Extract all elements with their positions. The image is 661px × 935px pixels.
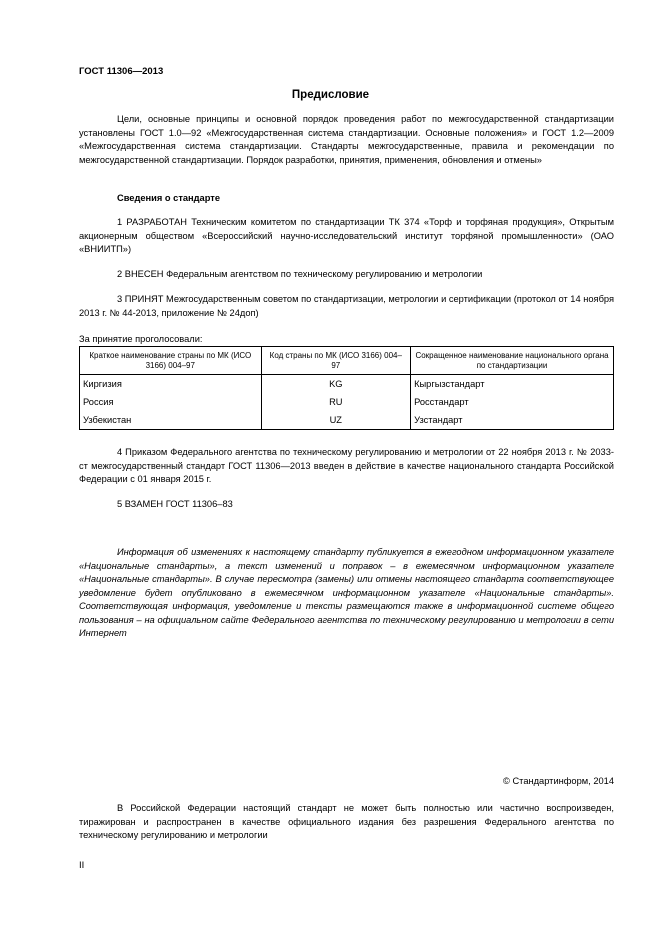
table-caption: За принятие проголосовали:: [79, 334, 203, 344]
cell-body: Узстандарт: [411, 411, 614, 430]
table-row: [80, 375, 614, 394]
table-header-row: [80, 347, 614, 375]
item-replaces: 5 ВЗАМЕН ГОСТ 11306–83: [117, 499, 233, 509]
cell-body: Росстандарт: [411, 393, 614, 411]
cell-country: Киргизия: [80, 375, 262, 394]
cell-country: Узбекистан: [80, 411, 262, 430]
page-title: Предисловие: [291, 89, 370, 101]
cell-code: KG: [261, 375, 411, 394]
changes-notice: Информация об изменениях к настоящему стандарту публикуется в ежегодном информационном указателе «Национальные стандарты», а текст изменений и поправок – в ежемесячном информационном указателе «Национальные стандарты». В случае пересмотра (замены) или отмены настоящего стандарта соответствующее уведомление будет опубликовано в ежемесячном информационном указателе «Национальные стандарты». Соответствующая информация, уведомление и тексты размещаются также в информационной системе общего пользования – на официальном сайте Федерального агентства по техническому регулированию и метрологии в сети Интернет: [79, 547, 614, 638]
table-row: [80, 411, 614, 430]
voting-table: [79, 346, 614, 430]
cell-code: UZ: [261, 411, 411, 430]
legal-notice: В Российской Федерации настоящий стандарт не может быть полностью или частично воспроизведен, тиражирован и распространен в качестве официального издания без разрешения Федерального агентства по техническому регулированию и метрологии: [79, 803, 614, 840]
table-row: [80, 393, 614, 411]
item-adopted: 3 ПРИНЯТ Межгосударственным советом по стандартизации, метрологии и сертификации (протокол от 14 ноября 2013 г. № 44-2013, приложение № 24доп): [79, 294, 614, 318]
document-id: ГОСТ 11306—2013: [79, 66, 164, 77]
header-code: Код страны по МК (ИСО 3166) 004–97: [261, 347, 411, 375]
cell-country: Россия: [80, 393, 262, 411]
page-number: II: [79, 860, 85, 871]
intro-paragraph: Цели, основные принципы и основной порядок проведения работ по межгосударственной стандартизации установлены ГОСТ 1.0—92 «Межгосударственная система стандартизации. Основные положения» и ГОСТ 1.2—2009 «Межгосударственная система стандартизации. Стандарты межгосударственные, правила и рекомендации по межгосударственной стандартизации. Порядок разработки, принятия, применения, обновления и отмены»: [79, 114, 614, 165]
item-developed: 1 РАЗРАБОТАН Техническим комитетом по стандартизации ТК 374 «Торф и торфяная продукция», Открытым акционерным обществом «Всероссийский научно-исследовательский институт торфяной промышленности» (ОАО «ВНИИТП»): [79, 217, 614, 254]
header-country: Краткое наименование страны по МК (ИСО 3166) 004–97: [80, 347, 262, 375]
item-enacted: 4 Приказом Федерального агентства по техническому регулированию и метрологии от 22 ноября 2013 г. № 2033-ст межгосударственный стандарт ГОСТ 11306—2013 введен в действие в качестве национального стандарта Российской Федерации с 01 января 2015 г.: [79, 447, 614, 484]
cell-body: Кыргызстандарт: [411, 375, 614, 394]
header-body: Сокращенное наименование национального органа по стандартизации: [411, 347, 614, 375]
section-heading: Сведения о стандарте: [117, 193, 221, 203]
copyright: © Стандартинформ, 2014: [503, 776, 614, 786]
item-submitted: 2 ВНЕСЕН Федеральным агентством по техническому регулированию и метрологии: [117, 269, 483, 279]
cell-code: RU: [261, 393, 411, 411]
